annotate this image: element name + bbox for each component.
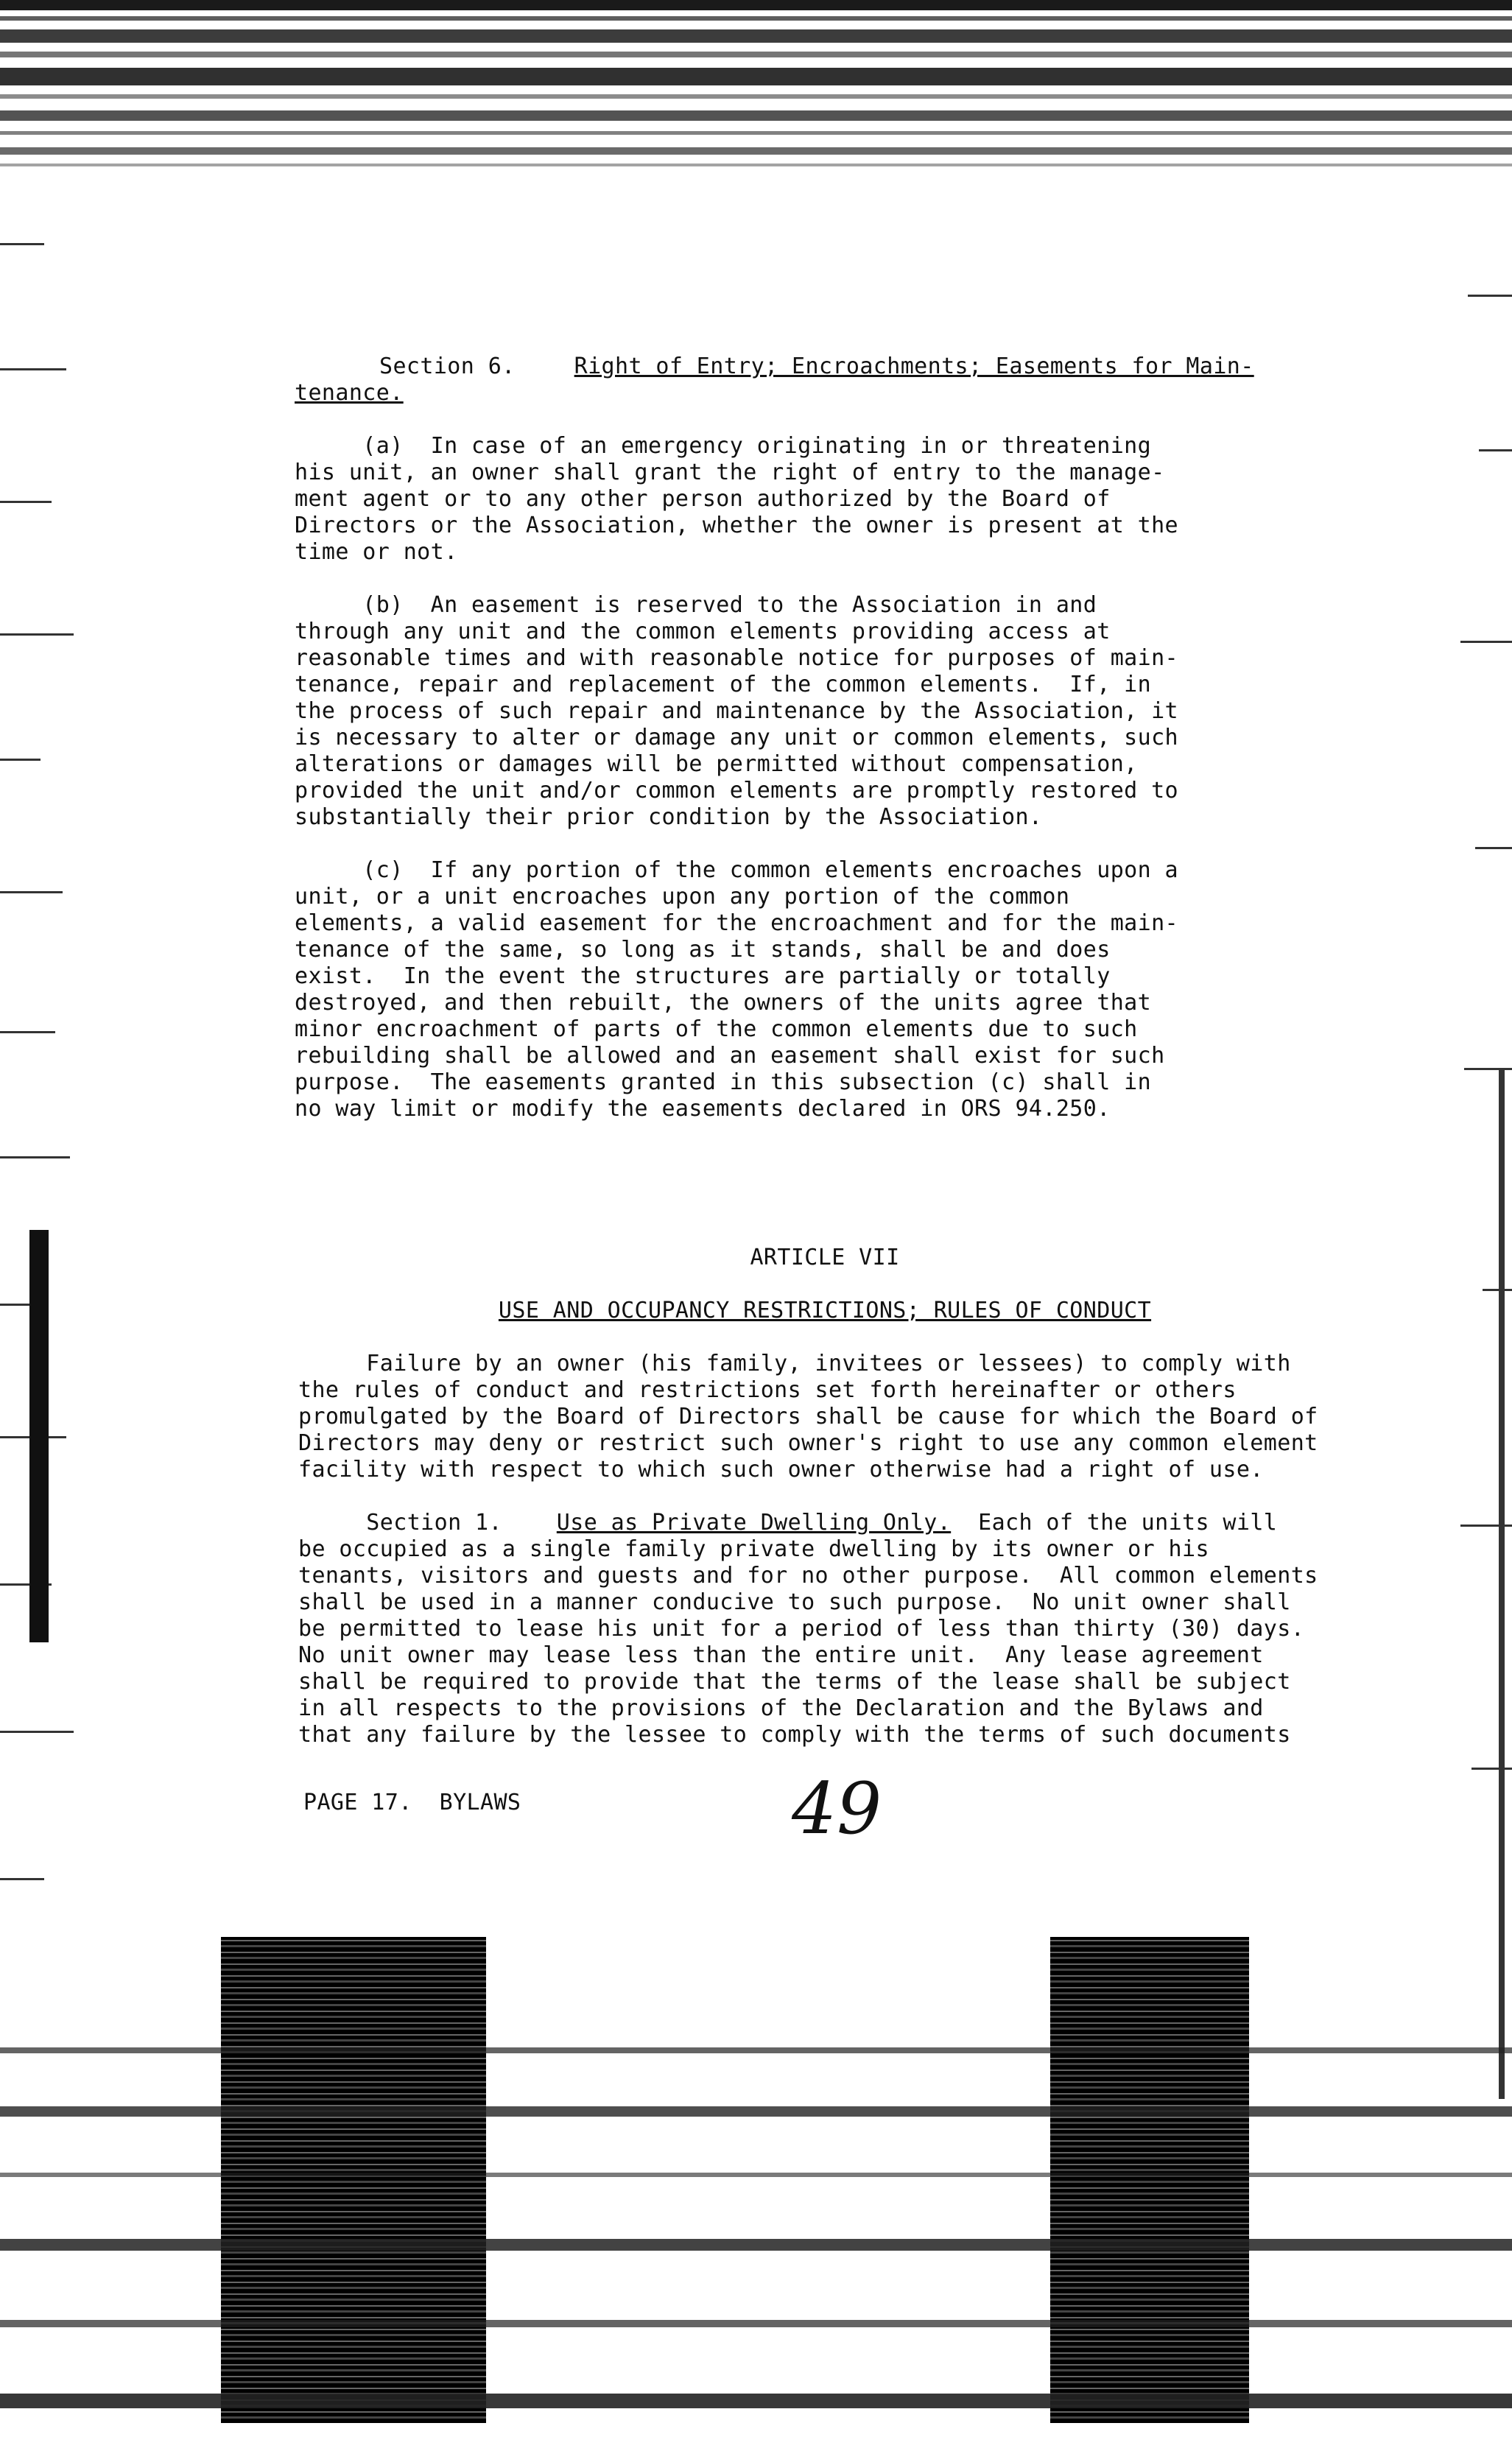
article-7 <box>298 1245 1351 1775</box>
section-6-heading <box>295 354 1355 407</box>
paragraph-line: (c) If any portion of the common elements encroaches upon a <box>295 857 1178 883</box>
paragraph-line: tenants, visitors and guests and for no other purpose. All common elements <box>298 1563 1318 1589</box>
section-1-title: Use as Private Dwelling Only. <box>556 1510 952 1536</box>
paragraph-line: (a) In case of an emergency originating in or threatening <box>295 433 1152 459</box>
paragraph-line: that any failure by the lessee to comply with the terms of such documents <box>298 1722 1291 1748</box>
paragraph-line: shall be required to provide that the terms of the lease shall be subject <box>298 1669 1291 1695</box>
paragraph-line: Failure by an owner (his family, invitees or lessees) to comply with <box>298 1351 1291 1376</box>
paragraph-line: no way limit or modify the easements declared in ORS 94.250. <box>295 1096 1111 1122</box>
paragraph-c <box>295 857 1355 1122</box>
paragraph-line: in all respects to the provisions of the Declaration and the Bylaws and <box>298 1695 1264 1721</box>
article-number: ARTICLE VII <box>750 1245 900 1270</box>
paragraph-line: No unit owner may lease less than the entire unit. Any lease agreement <box>298 1642 1264 1668</box>
scan-noise-bottom <box>0 2173 1512 2177</box>
paragraph-line: elements, a valid easement for the encroachment and for the main- <box>295 910 1178 936</box>
article-7-section-1 <box>298 1510 1351 1748</box>
section-1-text: Each of the units will <box>951 1510 1278 1536</box>
section-6-title-cont: tenance. <box>295 380 404 406</box>
scan-blob-left <box>221 1937 486 2423</box>
scan-noise-bottom <box>0 2047 1512 2053</box>
section-1-label: Section 1. <box>298 1510 502 1536</box>
paragraph-line: be occupied as a single family private dwelling by its owner or his <box>298 1536 1209 1562</box>
paragraph-line: destroyed, and then rebuilt, the owners of the units agree that <box>295 990 1152 1016</box>
article-title: USE AND OCCUPANCY RESTRICTIONS; RULES OF CONDUCT <box>498 1298 1152 1323</box>
paragraph-line: reasonable times and with reasonable notice for purposes of main- <box>295 645 1178 671</box>
paragraph-line: ment agent or to any other person authorized by the Board of <box>295 486 1111 512</box>
paragraph-line: tenance of the same, so long as it stands, shall be and does <box>295 937 1111 963</box>
handwritten-page-number: 49 <box>792 1768 882 1850</box>
paragraph-line: be permitted to lease his unit for a period of less than thirty (30) days. <box>298 1616 1305 1642</box>
paragraph-line: his unit, an owner shall grant the right of entry to the manage- <box>295 460 1165 485</box>
scan-noise-bottom <box>0 2394 1512 2408</box>
paragraph-b <box>295 592 1355 831</box>
paragraph-line: minor encroachment of parts of the common elements due to such <box>295 1016 1138 1042</box>
scan-noise-top <box>0 0 1512 184</box>
scan-noise-bottom <box>0 2320 1512 2327</box>
paragraph-line: the process of such repair and maintenance by the Association, it <box>295 698 1178 724</box>
paragraph-line: substantially their prior condition by the Association. <box>295 804 1043 830</box>
paragraph-line: rebuilding shall be allowed and an easement shall exist for such <box>295 1043 1165 1069</box>
article-intro <box>298 1351 1351 1483</box>
scan-noise-bottom <box>0 2106 1512 2117</box>
paragraph-line: time or not. <box>295 539 458 565</box>
scan-noise-left-edge <box>0 184 88 2099</box>
page-footer: PAGE 17. BYLAWS <box>303 1790 521 1815</box>
paragraph-line: Directors may deny or restrict such owner's right to use any common element <box>298 1430 1318 1456</box>
paragraph-line: facility with respect to which such owner otherwise had a right of use. <box>298 1457 1264 1483</box>
paragraph-line: Directors or the Association, whether the owner is present at the <box>295 513 1178 538</box>
paragraph-line: (b) An easement is reserved to the Association in and <box>295 592 1097 618</box>
paragraph-line: unit, or a unit encroaches upon any portion of the common <box>295 884 1070 910</box>
scan-noise-right-edge <box>1453 184 1512 2099</box>
scan-blob-right <box>1050 1937 1249 2423</box>
paragraph-a <box>295 433 1355 566</box>
paragraph-line: exist. In the event the structures are partially or totally <box>295 963 1111 989</box>
scan-noise-bottom <box>0 2239 1512 2251</box>
paragraph-line: promulgated by the Board of Directors shall be cause for which the Board of <box>298 1404 1318 1430</box>
paragraph-line: alterations or damages will be permitted without compensation, <box>295 751 1138 777</box>
paragraph-line: provided the unit and/or common elements are promptly restored to <box>295 778 1178 803</box>
section-6-title: Right of Entry; Encroachments; Easements for Main- <box>574 354 1254 379</box>
paragraph-line: through any unit and the common elements providing access at <box>295 619 1111 644</box>
paragraph-line: is necessary to alter or damage any unit or common elements, such <box>295 725 1178 750</box>
section-6-label: Section 6. <box>379 354 516 379</box>
paragraph-line: the rules of conduct and restrictions set forth hereinafter or others <box>298 1377 1237 1403</box>
document-body <box>295 354 1355 1149</box>
paragraph-line: tenance, repair and replacement of the common elements. If, in <box>295 672 1152 697</box>
paragraph-line: purpose. The easements granted in this subsection (c) shall in <box>295 1069 1152 1095</box>
paragraph-line: shall be used in a manner conducive to such purpose. No unit owner shall <box>298 1589 1291 1615</box>
